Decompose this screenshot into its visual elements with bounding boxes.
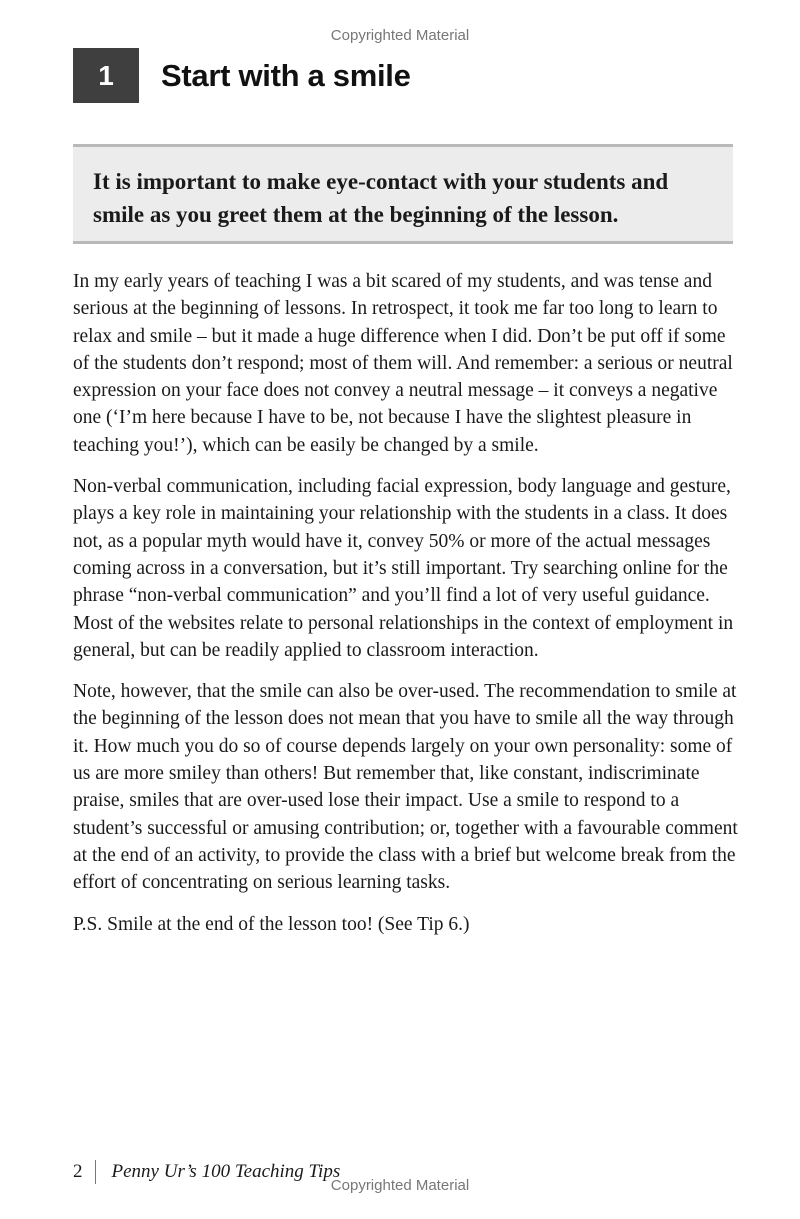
book-title: Penny Ur’s 100 Teaching Tips (111, 1161, 341, 1182)
body-text (73, 268, 738, 952)
copyright-watermark-bottom: Copyrighted Material (330, 1177, 470, 1194)
tip-summary-text: It is important to make eye-contact with your students and smile as you greet them at the beginning of the lesson. (93, 169, 669, 227)
paragraph-2: Non-verbal communication, including facial expression, body language and gesture, plays a key role in maintaining your relationship with the students in a class. It does not, as a popular myth would have it, convey 50% or more of the actual messages coming across in a conversation, but it’s still important. Try searching online for the phrase “non-verbal communication” and you’ll find a lot of very useful guidance. Most of the websites relate to personal relationships in the context of employment in general, but can be readily applied to classroom interaction. (73, 476, 734, 661)
page-number: 2 (73, 1161, 83, 1182)
paragraph-3: Note, however, that the smile can also be over-used. The recommendation to smile at the beginning of the lesson does not mean that you have to smile all the way through it. How much you do so of course depends largely on your own personality: some of us are more smiley than others! But remember that, like constant, indiscriminate praise, smiles that are over-used lose their impact. Use a smile to respond to a student’s successful or amusing contribution; or, together with a favourable comment at the end of an activity, to provide the class with a brief but welcome break from the effort of concentrating on serious learning tasks. (73, 681, 738, 894)
tip-title: Start with a smile (161, 57, 411, 93)
tip-number-badge: 1 (73, 48, 139, 103)
paragraph-1: In my early years of teaching I was a bit scared of my students, and was tense and serious at the beginning of lessons. In retrospect, it took me far too long to learn to relax and smile – but it made a huge difference when I did. Don’t be put off if some of the students don’t respond; most of them will. And remember: a serious or neutral expression on your face does not convey a neutral message – it conveys a negative one (‘I’m here because I have to be, not because I have the slightest pleasure in teaching you!’), which can be easily be changed by a smile. (73, 271, 733, 456)
tip-header (73, 48, 411, 103)
copyright-watermark-top: Copyrighted Material (330, 27, 470, 44)
paragraph-ps: P.S. Smile at the end of the lesson too! (See Tip 6.) (73, 913, 470, 935)
tip-summary-box (73, 144, 733, 244)
